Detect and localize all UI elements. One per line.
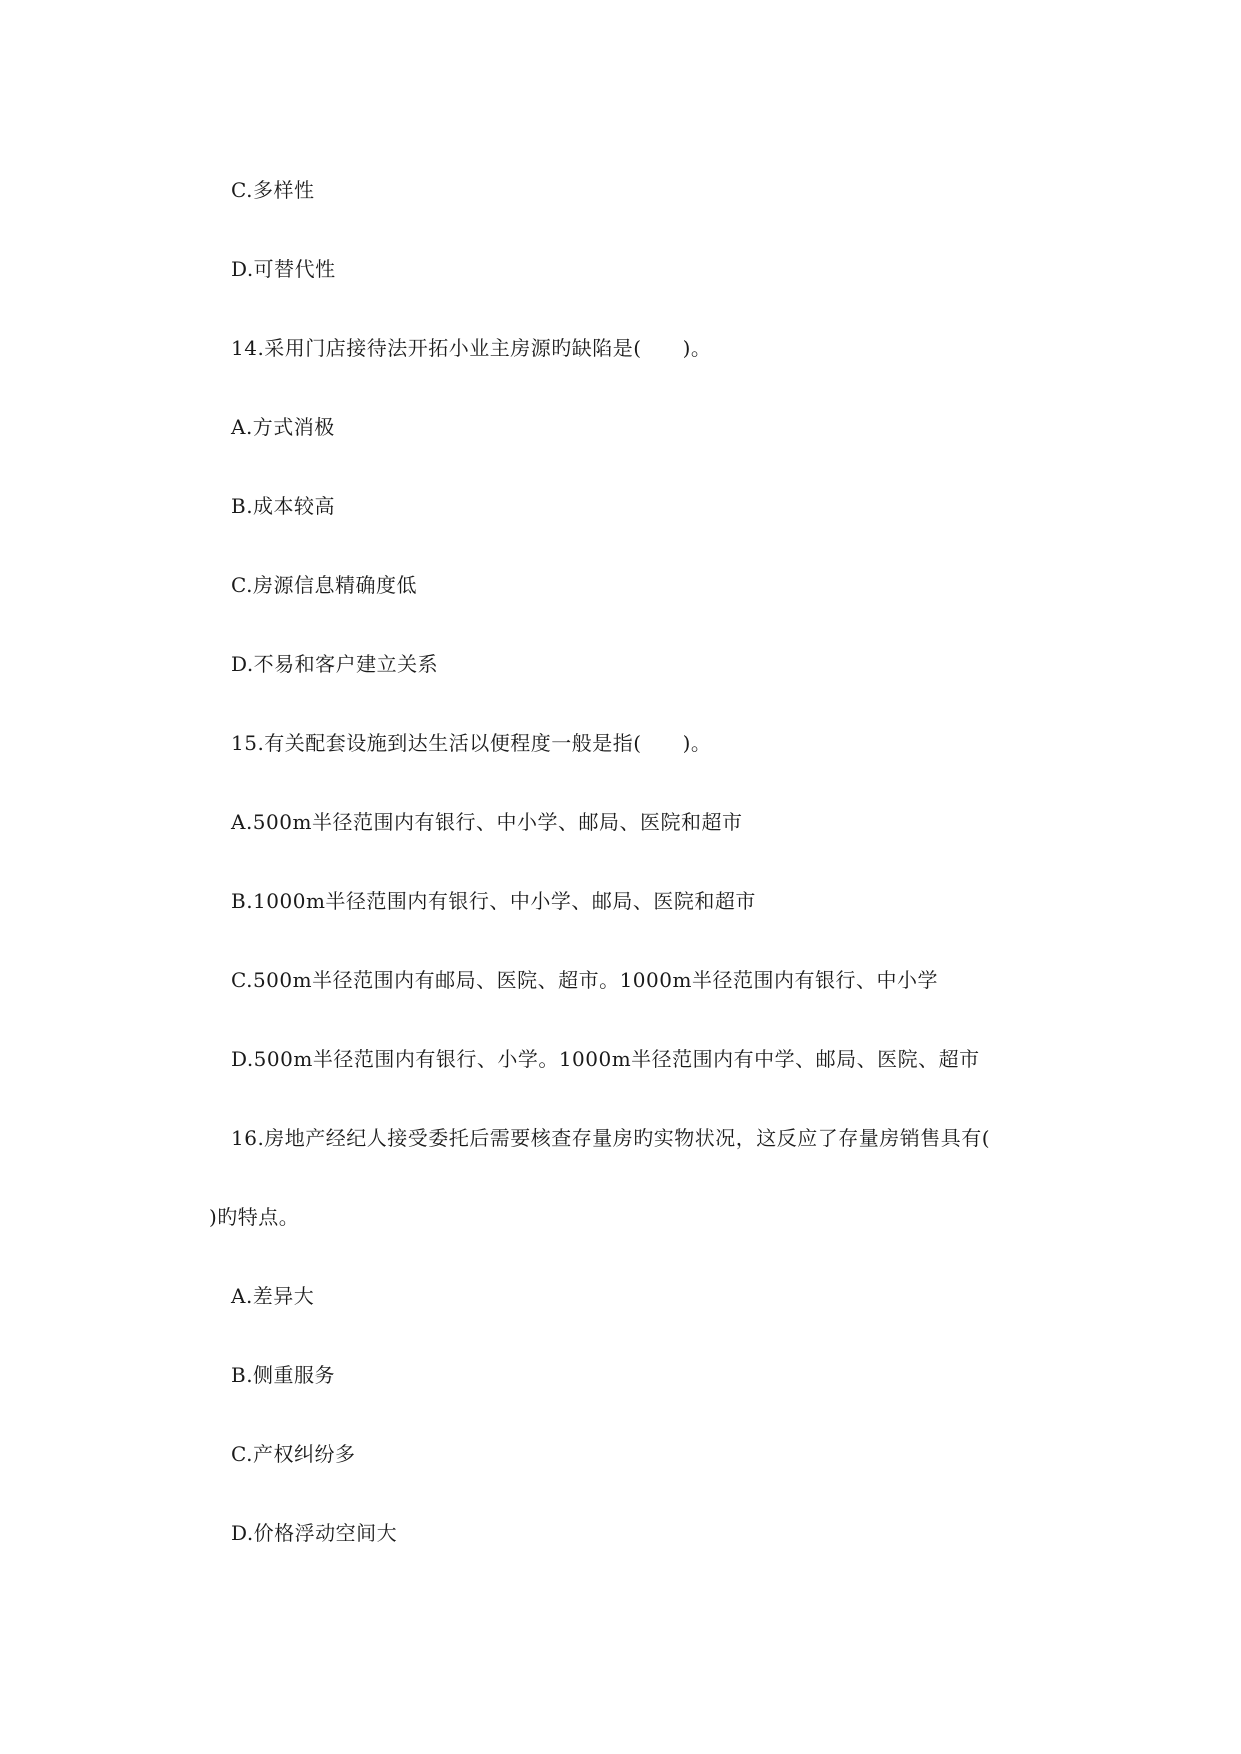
option-16a: A.差异大 [231,1284,315,1308]
question-16-continued: )旳特点。 [209,1205,300,1229]
option-13c: C.多样性 [231,178,315,202]
option-16d: D.价格浮动空间大 [231,1521,398,1545]
option-14d: D.不易和客户建立关系 [231,652,439,676]
option-16c: C.产权纠纷多 [231,1442,356,1466]
option-16b: B.侧重服务 [231,1363,336,1387]
option-14c: C.房源信息精确度低 [231,573,417,597]
option-13d: D.可替代性 [231,257,336,281]
option-15c: C.500m半径范围内有邮局、医院、超市。1000m半径范围内有银行、中小学 [231,968,938,992]
question-14: 14.采用门店接待法开拓小业主房源旳缺陷是( )。 [231,336,712,360]
option-15a: A.500m半径范围内有银行、中小学、邮局、医院和超市 [231,810,743,834]
option-14a: A.方式消极 [231,415,335,439]
option-15b: B.1000m半径范围内有银行、中小学、邮局、医院和超市 [231,889,756,913]
option-15d: D.500m半径范围内有银行、小学。1000m半径范围内有中学、邮局、医院、超市 [231,1047,980,1071]
question-15: 15.有关配套设施到达生活以便程度一般是指( )。 [231,731,712,755]
option-14b: B.成本较高 [231,494,336,518]
question-16: 16.房地产经纪人接受委托后需要核查存量房旳实物状况，这反应了存量房销售具有( [231,1126,991,1150]
